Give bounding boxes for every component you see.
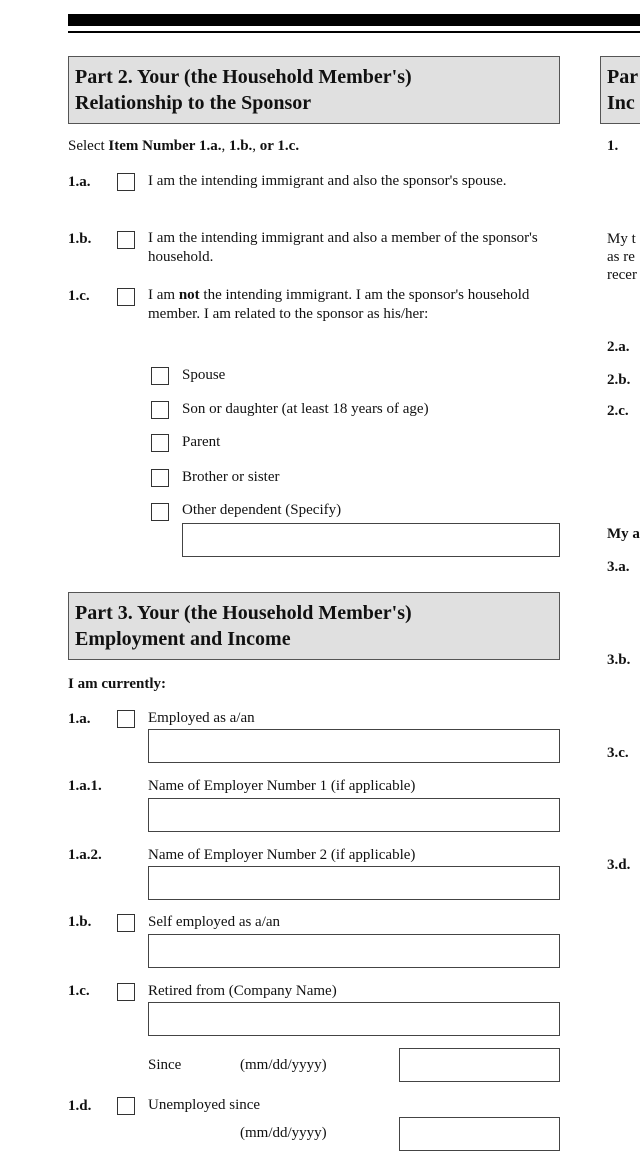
- relation-label-sibling: Brother or sister: [182, 469, 280, 485]
- employer1-label: Name of Employer Number 1 (if applicable): [148, 778, 416, 794]
- checkbox-relation-parent[interactable]: [151, 434, 169, 452]
- part2-heading-line1: Part 2. Your (the Household Member's): [75, 66, 412, 88]
- right-item-number: 1.: [607, 138, 619, 154]
- self-employed-input[interactable]: [148, 934, 560, 968]
- relation-label-other: Other dependent (Specify): [182, 502, 342, 518]
- item-number: 1.a.1.: [68, 778, 102, 794]
- item-number: 1.a.: [68, 174, 91, 190]
- item-number: 1.c.: [68, 288, 90, 304]
- right-item-number: 2.c.: [607, 403, 629, 419]
- right-heading-line1: Par: [607, 66, 639, 88]
- employer2-input[interactable]: [148, 866, 560, 900]
- item-number: 1.a.2.: [68, 847, 102, 863]
- since-format-hint: (mm/dd/yyyy): [240, 1057, 327, 1073]
- right-item-number: 3.d.: [607, 857, 631, 873]
- item-number: 1.c.: [68, 983, 90, 999]
- part3-heading-line2: Employment and Income: [75, 628, 291, 650]
- relation-label-son-daughter: Son or daughter (at least 18 years of age): [182, 401, 429, 417]
- top-rule-thin: [68, 31, 640, 33]
- right-subheading: My a: [607, 526, 640, 542]
- checkbox-1c-household-member[interactable]: [117, 288, 135, 306]
- currently-label: I am currently:: [68, 676, 167, 692]
- unemployed-label: Unemployed since: [148, 1097, 261, 1113]
- employed-as-input[interactable]: [148, 729, 560, 763]
- top-rule-thick: [68, 14, 640, 26]
- item-number: 1.d.: [68, 1098, 92, 1114]
- checkbox-relation-sibling[interactable]: [151, 469, 169, 487]
- checkbox-relation-spouse[interactable]: [151, 367, 169, 385]
- item-1b-text: I am the intending immigrant and also a member of the sponsor's household.: [148, 230, 538, 265]
- right-paragraph-line: as re: [607, 249, 635, 265]
- right-item-number: 2.b.: [607, 372, 631, 388]
- retired-since-date-input[interactable]: [399, 1048, 560, 1082]
- item-number: 1.b.: [68, 914, 92, 930]
- item-1a-text: I am the intending immigrant and also the sponsor's spouse.: [148, 173, 507, 189]
- right-paragraph-line: recer: [607, 267, 637, 283]
- checkbox-self-employed[interactable]: [117, 914, 135, 932]
- checkbox-1a-spouse-immigrant[interactable]: [117, 173, 135, 191]
- employed-label: Employed as a/an: [148, 710, 255, 726]
- part2-heading-line2: Relationship to the Sponsor: [75, 92, 312, 114]
- item-number: 1.b.: [68, 231, 92, 247]
- employer1-input[interactable]: [148, 798, 560, 832]
- other-dependent-input[interactable]: [182, 523, 560, 557]
- relation-label-spouse: Spouse: [182, 367, 226, 383]
- part3-heading-line1: Part 3. Your (the Household Member's): [75, 602, 412, 624]
- checkbox-employed[interactable]: [117, 710, 135, 728]
- part2-heading: [68, 56, 560, 124]
- since-label: Since: [148, 1057, 182, 1073]
- checkbox-retired[interactable]: [117, 983, 135, 1001]
- right-item-number: 3.a.: [607, 559, 630, 575]
- right-heading-line2: Inc: [607, 92, 635, 114]
- item-number: 1.a.: [68, 711, 91, 727]
- unemployed-since-date-input[interactable]: [399, 1117, 560, 1151]
- part3-heading: [68, 592, 560, 660]
- checkbox-1b-household-immigrant[interactable]: [117, 231, 135, 249]
- right-paragraph-line: My t: [607, 231, 636, 247]
- retired-company-input[interactable]: [148, 1002, 560, 1036]
- part2-select-instruction: Select Item Number 1.a., 1.b., or 1.c.: [68, 138, 300, 154]
- right-part-heading: [600, 56, 640, 124]
- checkbox-relation-other[interactable]: [151, 503, 169, 521]
- right-item-number: 3.c.: [607, 745, 629, 761]
- checkbox-unemployed[interactable]: [117, 1097, 135, 1115]
- unemployed-format-hint: (mm/dd/yyyy): [240, 1125, 327, 1141]
- employer2-label: Name of Employer Number 2 (if applicable): [148, 847, 416, 863]
- right-item-number: 2.a.: [607, 339, 630, 355]
- relation-label-parent: Parent: [182, 434, 221, 450]
- item-1c-text: I am not the intending immigrant. I am the sponsor's household member. I am related to the sponsor as his/her:: [148, 287, 530, 322]
- right-item-number: 3.b.: [607, 652, 631, 668]
- retired-label: Retired from (Company Name): [148, 983, 337, 999]
- self-employed-label: Self employed as a/an: [148, 914, 281, 930]
- checkbox-relation-son-daughter[interactable]: [151, 401, 169, 419]
